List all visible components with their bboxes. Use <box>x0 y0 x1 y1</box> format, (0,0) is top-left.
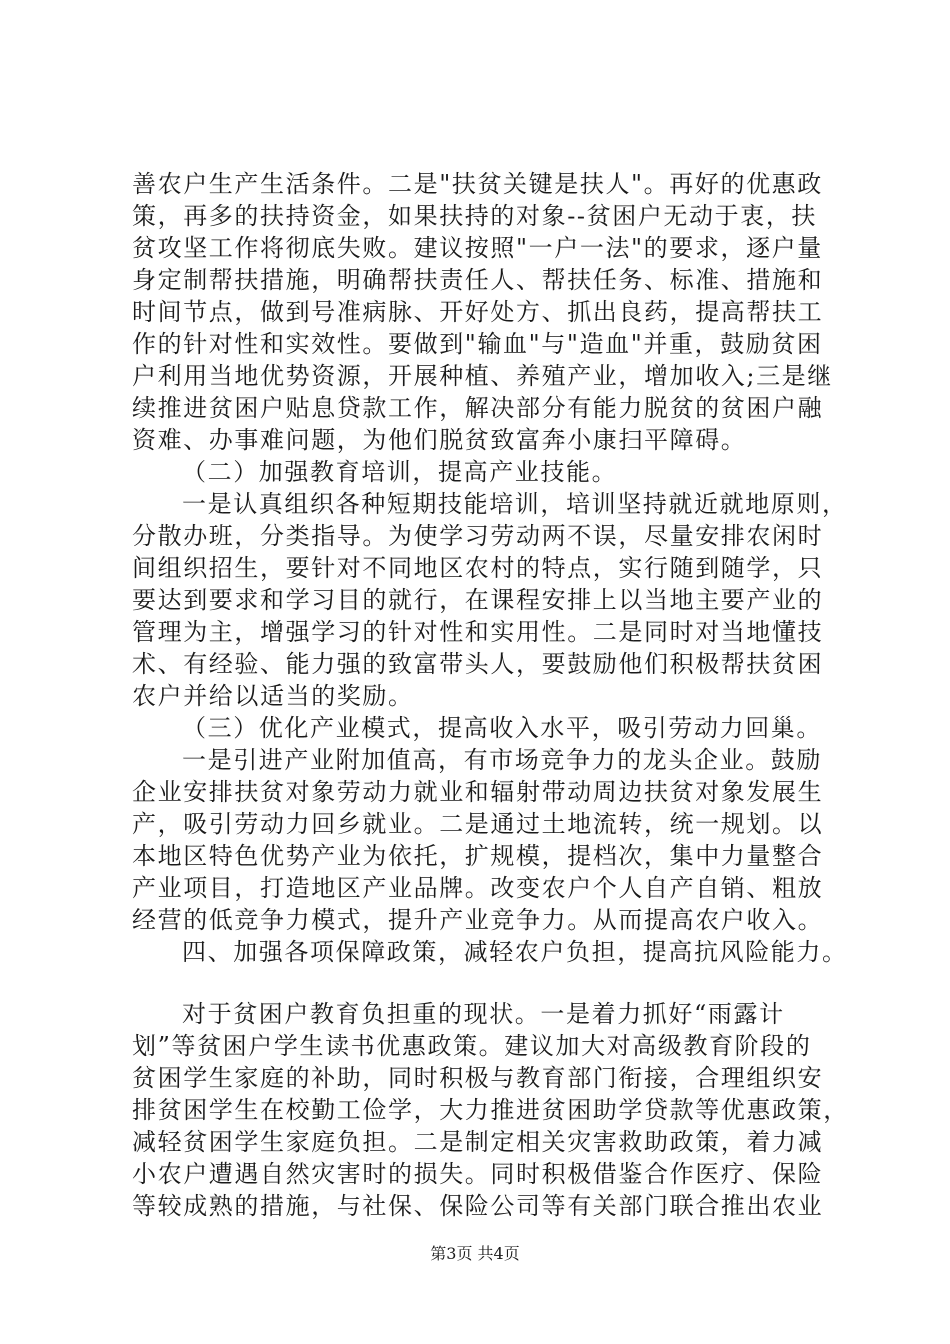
body-line: 户利用当地优势资源，开展种植、养殖产业，增加收入;三是继 <box>132 362 833 390</box>
body-line: 企业安排扶贫对象劳动力就业和辐射带动周边扶贫对象发展生 <box>132 778 824 806</box>
body-line: 策，再多的扶持资金，如果扶持的对象--贫困户无动于衷，扶 <box>132 202 818 230</box>
body-line: 作的针对性和实效性。要做到"输血"与"造血"并重，鼓励贫困 <box>132 330 823 358</box>
section-heading-2: （二）加强教育培训，提高产业技能。 <box>182 458 618 486</box>
body-line: 善农户生产生活条件。二是"扶贫关键是扶人"。再好的优惠政 <box>132 170 823 198</box>
body-line: 划”等贫困户学生读书优惠政策。建议加大对高级教育阶段的 <box>132 1032 812 1060</box>
body-line: 续推进贫困户贴息贷款工作，解决部分有能力脱贫的贫困户融 <box>132 394 824 422</box>
body-line: 贫困学生家庭的补助，同时积极与教育部门衔接，合理组织安 <box>132 1064 824 1092</box>
document-body <box>132 168 852 1222</box>
paragraph-gap <box>132 968 852 998</box>
body-line: 贫攻坚工作将彻底失败。建议按照"一户一法"的要求，逐户量 <box>132 234 823 262</box>
body-line: 经营的低竞争力模式，提升产业竞争力。从而提高农户收入。 <box>132 906 824 934</box>
body-line: 术、有经验、能力强的致富带头人，要鼓励他们积极帮扶贫困 <box>132 650 824 678</box>
body-line: 减轻贫困学生家庭负担。二是制定相关灾害救助政策，着力减 <box>132 1128 824 1156</box>
section-heading-4: 四、加强各项保障政策，减轻农户负担，提高抗风险能力。 <box>182 938 848 966</box>
body-line: 要达到要求和学习目的就行，在课程安排上以当地主要产业的 <box>132 586 824 614</box>
body-line: 间组织招生，要针对不同地区农村的特点，实行随到随学，只 <box>132 554 824 582</box>
body-line: 分散办班，分类指导。为使学习劳动两不误，尽量安排农闲时 <box>132 522 824 550</box>
body-line: 产业项目，打造地区产业品牌。改变农户个人自产自销、粗放 <box>132 874 824 902</box>
body-line: 农户并给以适当的奖励。 <box>132 682 414 710</box>
body-line: 产，吸引劳动力回乡就业。二是通过土地流转，统一规划。以 <box>132 810 824 838</box>
body-line: 排贫困学生在校勤工俭学，大力推进贫困助学贷款等优惠政策， <box>132 1096 849 1124</box>
section-heading-3: （三）优化产业模式，提高收入水平，吸引劳动力回巢。 <box>182 714 822 742</box>
body-line: 身定制帮扶措施，明确帮扶责任人、帮扶任务、标准、措施和 <box>132 266 824 294</box>
body-line: 一是认真组织各种短期技能培训，培训坚持就近就地原则， <box>182 490 848 518</box>
body-line: 等较成熟的措施，与社保、保险公司等有关部门联合推出农业 <box>132 1192 824 1220</box>
body-line: 本地区特色优势产业为依托，扩规模，提档次，集中力量整合 <box>132 842 824 870</box>
body-line: 小农户遭遇自然灾害时的损失。同时积极借鉴合作医疗、保险 <box>132 1160 824 1188</box>
body-line: 对于贫困户教育负担重的现状。一是着力抓好“雨露计 <box>182 1000 785 1028</box>
page-footer: 第3页 共4页 <box>430 1244 520 1263</box>
body-line: 一是引进产业附加值高，有市场竞争力的龙头企业。鼓励 <box>182 746 822 774</box>
body-line: 时间节点，做到号准病脉、开好处方、抓出良药，提高帮扶工 <box>132 298 824 326</box>
body-line: 管理为主，增强学习的针对性和实用性。二是同时对当地懂技 <box>132 618 824 646</box>
body-line: 资难、办事难问题，为他们脱贫致富奔小康扫平障碍。 <box>132 426 747 454</box>
